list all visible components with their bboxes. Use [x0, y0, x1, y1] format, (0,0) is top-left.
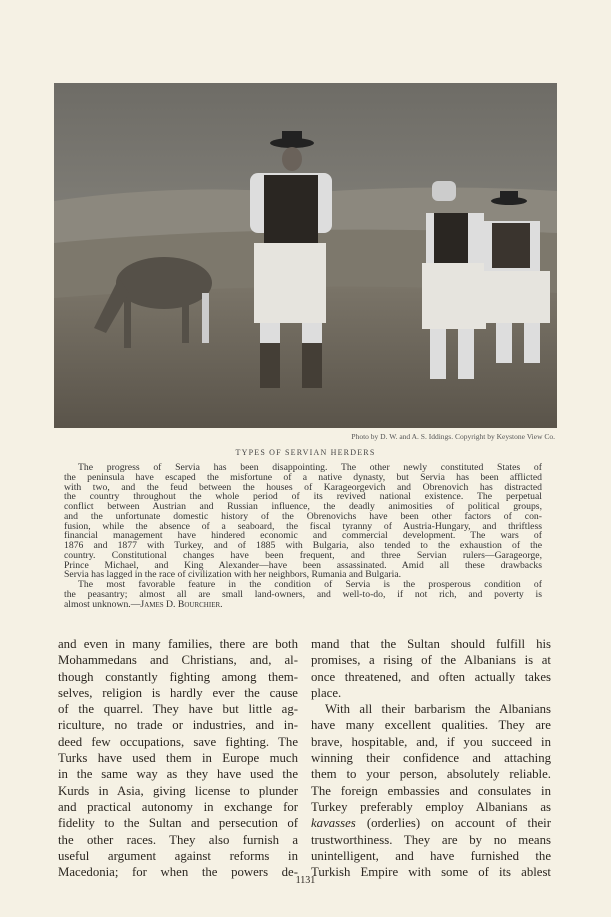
text-line: the peasantry; almost all are small land-owners, and well-to-do, if not rich, and poverty is: [64, 588, 542, 600]
text-line: The foreign embassies and consulates in: [311, 783, 551, 798]
text-line: [311, 815, 551, 831]
text-line: winning their confidence and attaching: [311, 751, 551, 766]
text-line: though constantly fighting among them-: [58, 669, 298, 684]
text-line: 1876 and 1877 with Turkey, and of 1885 with Bulgaria, also tended to the exhaustion of the: [64, 540, 542, 551]
text-line: fidelity to the Sultan and persecution of: [58, 816, 298, 831]
text-line: The most favorable feature in the condition of Servia is the prosperous condition of: [78, 579, 542, 590]
text-line: Mohammedans and Christians, and, al-: [58, 653, 298, 668]
text-line: and even in many families, there are both: [58, 637, 298, 651]
text-line: selves, religion is hardly ever the cause: [58, 685, 298, 700]
text-line: with two, and the feud between the houses of Karageorgevich and Obrenovich has distracted: [64, 481, 542, 493]
photo-title: TYPES OF SERVIAN HERDERS: [235, 448, 376, 457]
kavasses-term: kavasses: [311, 816, 356, 831]
text-line: them to your person, absolutely reliable.: [311, 767, 551, 782]
text-line: promises, a rising of the Albanians is at: [311, 653, 551, 668]
text-line: The progress of Servia has been disappointing. The other newly constituted States of: [78, 462, 542, 473]
left-column: [58, 636, 298, 880]
text-line: in the same way as they have used the: [58, 767, 298, 782]
text-line: have many excellent qualities. They are: [311, 718, 551, 733]
text-line: country. Constitutional changes have been frequent, and three Servian rulers—Garageorge,: [64, 549, 542, 561]
text-line: riculture, no trade or industries, and in-: [58, 718, 298, 733]
photo-caption: [64, 463, 542, 609]
caption-text: almost unknown.—: [64, 598, 141, 610]
right-column: [311, 636, 551, 880]
text-line: financial management have hindered economic and commercial development. The wars of: [64, 530, 542, 542]
photo-credit: Photo by D. W. and A. S. Iddings. Copyright by Keystone View Co.: [351, 432, 555, 441]
text-line: Servia has lagged in the race of civilization with her neighbors, Rumania and Bulgaria.: [64, 569, 402, 581]
photo-servian-herders: [54, 83, 557, 428]
text-line: deed few occupations, save fighting. The: [58, 734, 298, 749]
text-line: Turkey preferably employ Albanians as: [311, 799, 551, 814]
text-line: trustworthiness. They are by no means: [311, 832, 551, 847]
text-line: the other races. They also furnish a: [58, 832, 298, 847]
text-line: Macedonia; for when the powers de-: [58, 865, 298, 880]
page-number: 1131: [295, 875, 316, 886]
text-line: of the quarrel. They have but little ag-: [58, 702, 298, 717]
text-line: brave, hospitable, and, if you succeed in: [311, 734, 551, 749]
text-line: With all their barbarism the Albanians: [325, 702, 551, 717]
text-line: [64, 600, 542, 610]
text-line: unintelligent, and have furnished the: [311, 848, 551, 863]
text-line: mand that the Sultan should fulfill his: [311, 637, 551, 651]
text-line: and practical autonomy in exchange for: [58, 799, 298, 814]
text-line: once threatened, and often actually takes: [311, 669, 551, 684]
text-line: the country throughout the whole period of its revived national existence. The perpetual: [64, 491, 542, 503]
text-line: place.: [311, 685, 342, 700]
text-line: conflict between Austrian and Russian influence, the deadly animosities of political groups,: [64, 501, 542, 512]
text-line: Kurds in Asia, giving license to plunder: [58, 783, 298, 798]
text-line: fusion, while the absence of a seaboard, the fiscal tyranny of Austria-Hungary, and thriftless: [64, 520, 542, 532]
text-line: Turks have used them in Europe much: [58, 751, 298, 766]
text-fragment: (orderlies) on account of their: [366, 816, 551, 831]
text-line: Prince Michael, and King Alexander—have been assassinated. Amid all these drawbacks: [64, 559, 542, 571]
text-line: and the unfortunate domestic history of the Obrenovichs have been other factors of con-: [64, 510, 542, 522]
text-line: Turkish Empire with some of its ablest: [311, 865, 551, 880]
caption-author: James D. Bourchier.: [140, 598, 223, 610]
text-line: the peninsula have escaped the misfortune of a native dynasty, but Servia has been afflicted: [64, 471, 542, 483]
text-line: useful argument against reforms in: [58, 848, 298, 863]
